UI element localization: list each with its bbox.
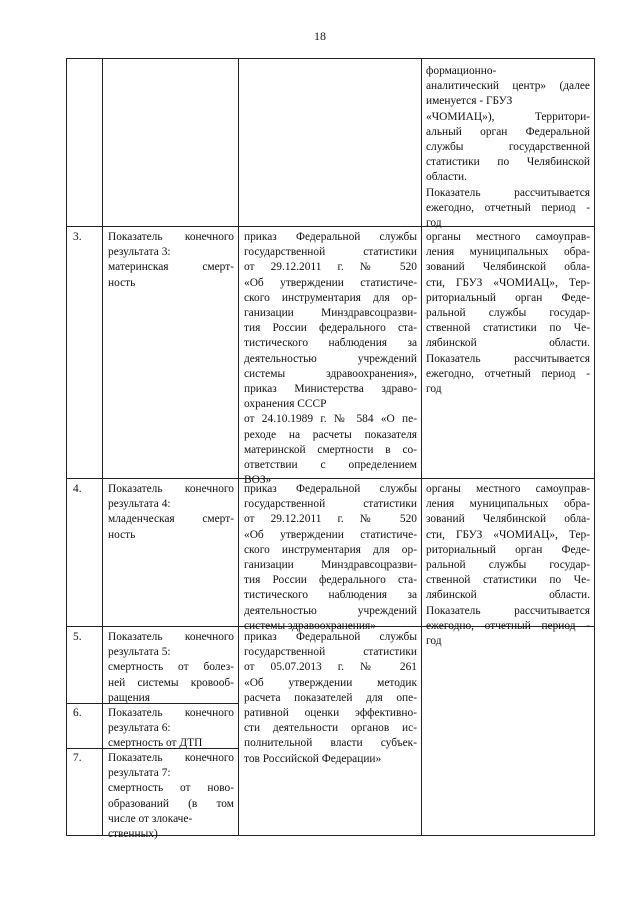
- cell-line: год: [426, 635, 442, 648]
- cell-line: младенческая смерт-: [108, 513, 234, 526]
- cell-line: Показатель конечного: [108, 231, 234, 243]
- cell-line: статистики по Челябинской: [426, 156, 590, 169]
- cell-line: зований Челябинской обла-: [426, 513, 590, 526]
- cell-line: ращения: [108, 691, 151, 704]
- row-number-4: 4.: [73, 483, 82, 495]
- cell-line: ганизации Минздравсоцразви-: [244, 559, 417, 572]
- cell-line: тистического наблюдения за: [244, 589, 417, 602]
- cell-line: приказ Федеральной службы: [244, 631, 417, 643]
- cell-line: ответствии с определением: [244, 459, 417, 472]
- cell-line: службы государственной: [426, 141, 590, 154]
- cell-line: деятельностью учреждений: [244, 604, 417, 617]
- cell-line: ральной службы государ-: [426, 559, 590, 572]
- cell-line: ность: [108, 276, 136, 289]
- cell-line: аналитический центр» (далее: [426, 80, 590, 93]
- cell-line: от 05.07.2013 г. № 261: [244, 661, 417, 674]
- cell-data-source-cont: [426, 64, 590, 231]
- cell-line: год: [426, 383, 442, 396]
- cell-line: ность: [108, 528, 136, 541]
- cell-line: сти, ГБУЗ «ЧОМИАЦ», Тер-: [426, 528, 590, 541]
- cell-line: тия России федерального ста-: [244, 322, 417, 335]
- cell-line: охранения СССР: [244, 398, 327, 411]
- cell-line: результата 4:: [108, 498, 171, 511]
- cell-line: сти, ГБУЗ «ЧОМИАЦ», Тер-: [426, 276, 590, 289]
- cell-line: тия России федерального ста-: [244, 574, 417, 587]
- cell-line: результата 3:: [108, 246, 171, 259]
- cell-data-source-4: [426, 482, 590, 649]
- grid-line: [66, 58, 67, 835]
- cell-line: «ЧОМИАЦ»), Территори-: [426, 110, 590, 123]
- cell-line: от 24.10.1989 г. № 584 «О пе-: [244, 413, 417, 426]
- cell-line: ративной оценки эффективно-: [244, 707, 417, 720]
- cell-line: лябинской области.: [426, 337, 590, 350]
- cell-line: альный орган Федеральной: [426, 125, 590, 138]
- cell-line: ственных): [108, 828, 158, 841]
- row-number-7: 7.: [73, 752, 82, 764]
- cell-indicator-7: [108, 751, 234, 842]
- grid-line: [102, 58, 103, 835]
- grid-line: [594, 58, 595, 835]
- cell-line: ского инструментария для ор-: [244, 291, 417, 304]
- cell-line: государственной статистики: [244, 498, 417, 511]
- grid-line: [66, 58, 595, 59]
- cell-line: именуется - ГБУЗ: [426, 95, 513, 108]
- cell-line: «Об утверждении методик: [244, 676, 417, 689]
- cell-line: приказ Федеральной службы: [244, 483, 417, 495]
- cell-line: ления муниципальных обра-: [426, 246, 590, 259]
- cell-line: Показатель рассчитывается: [426, 186, 590, 199]
- cell-line: тов Российской Федерации»: [244, 752, 382, 765]
- cell-line: результата 7:: [108, 767, 171, 780]
- cell-line: ственной статистики по Че-: [426, 322, 590, 335]
- cell-line: Показатель рассчитывается: [426, 352, 590, 365]
- grid-line: [421, 58, 422, 835]
- cell-line: системы здравоохранения»: [244, 619, 376, 632]
- cell-line: Показатель конечного: [108, 483, 234, 495]
- cell-line: материнской смертности в со-: [244, 443, 417, 456]
- cell-line: ежегодно, отчетный период -: [426, 619, 590, 632]
- cell-line: год: [426, 217, 442, 230]
- cell-line: смертность от ново-: [108, 782, 234, 795]
- cell-line: ского инструментария для ор-: [244, 543, 417, 556]
- cell-line: приказ Федеральной службы: [244, 231, 417, 243]
- cell-line: смертность от болез-: [108, 661, 234, 674]
- row-number-6: 6.: [73, 707, 82, 719]
- cell-line: риториальный орган Феде-: [426, 291, 590, 304]
- cell-line: Показатель конечного: [108, 752, 234, 764]
- cell-line: ральной службы государ-: [426, 307, 590, 320]
- cell-line: ежегодно, отчетный период -: [426, 201, 590, 214]
- cell-source-4: [244, 482, 417, 634]
- cell-line: числе от злокаче-: [108, 812, 193, 825]
- cell-line: результата 5:: [108, 646, 171, 659]
- page-number: 18: [314, 29, 326, 43]
- cell-line: риториальный орган Феде-: [426, 543, 590, 556]
- cell-line: «Об утверждении статистиче-: [244, 276, 417, 289]
- cell-line: зований Челябинской обла-: [426, 261, 590, 274]
- cell-line: ежегодно, отчетный период -: [426, 367, 590, 380]
- cell-line: полнительной власти субъек-: [244, 737, 417, 750]
- cell-line: ственной статистики по Че-: [426, 574, 590, 587]
- cell-line: Показатель конечного: [108, 707, 234, 719]
- cell-line: ления муниципальных обра-: [426, 498, 590, 511]
- cell-line: лябинской области.: [426, 589, 590, 602]
- cell-line: деятельностью учреждений: [244, 352, 417, 365]
- cell-line: реходе на расчеты показателя: [244, 428, 417, 441]
- cell-line: тистического наблюдения за: [244, 337, 417, 350]
- cell-line: результата 6:: [108, 722, 171, 735]
- cell-line: расчета показателей для опе-: [244, 691, 417, 704]
- row-number-5: 5.: [73, 631, 82, 643]
- cell-line: области.: [426, 171, 467, 184]
- cell-data-source-3: [426, 230, 590, 397]
- cell-line: системы здравоохранения»,: [244, 367, 417, 380]
- cell-line: Показатель конечного: [108, 631, 234, 643]
- cell-line: формационно-: [426, 65, 497, 77]
- cell-source-5-7: [244, 630, 417, 767]
- cell-indicator-4: [108, 482, 234, 543]
- cell-line: «Об утверждении статистиче-: [244, 528, 417, 541]
- cell-indicator-5: [108, 630, 234, 706]
- row-number-3: 3.: [73, 231, 82, 243]
- cell-line: от 29.12.2011 г. № 520: [244, 261, 417, 274]
- cell-source-3: [244, 230, 417, 488]
- cell-line: государственной статистики: [244, 246, 417, 259]
- cell-line: сти деятельности органов ис-: [244, 722, 417, 735]
- cell-line: приказ Министерства здраво-: [244, 383, 417, 396]
- cell-line: ВОЗ»: [244, 474, 272, 487]
- cell-line: смертность от ДТП: [108, 737, 203, 750]
- cell-line: материнская смерт-: [108, 261, 234, 274]
- cell-line: ней системы кровооб-: [108, 676, 234, 689]
- cell-line: государственной статистики: [244, 646, 417, 659]
- cell-line: образований (в том: [108, 797, 234, 810]
- cell-indicator-6: [108, 706, 234, 752]
- cell-line: от 29.12.2011 г. № 520: [244, 513, 417, 526]
- cell-line: Показатель рассчитывается: [426, 604, 590, 617]
- grid-line: [238, 58, 239, 835]
- cell-line: ганизации Минздравсоцразви-: [244, 307, 417, 320]
- cell-indicator-3: [108, 230, 234, 291]
- cell-line: органы местного самоуправ-: [426, 483, 590, 495]
- cell-line: органы местного самоуправ-: [426, 231, 590, 243]
